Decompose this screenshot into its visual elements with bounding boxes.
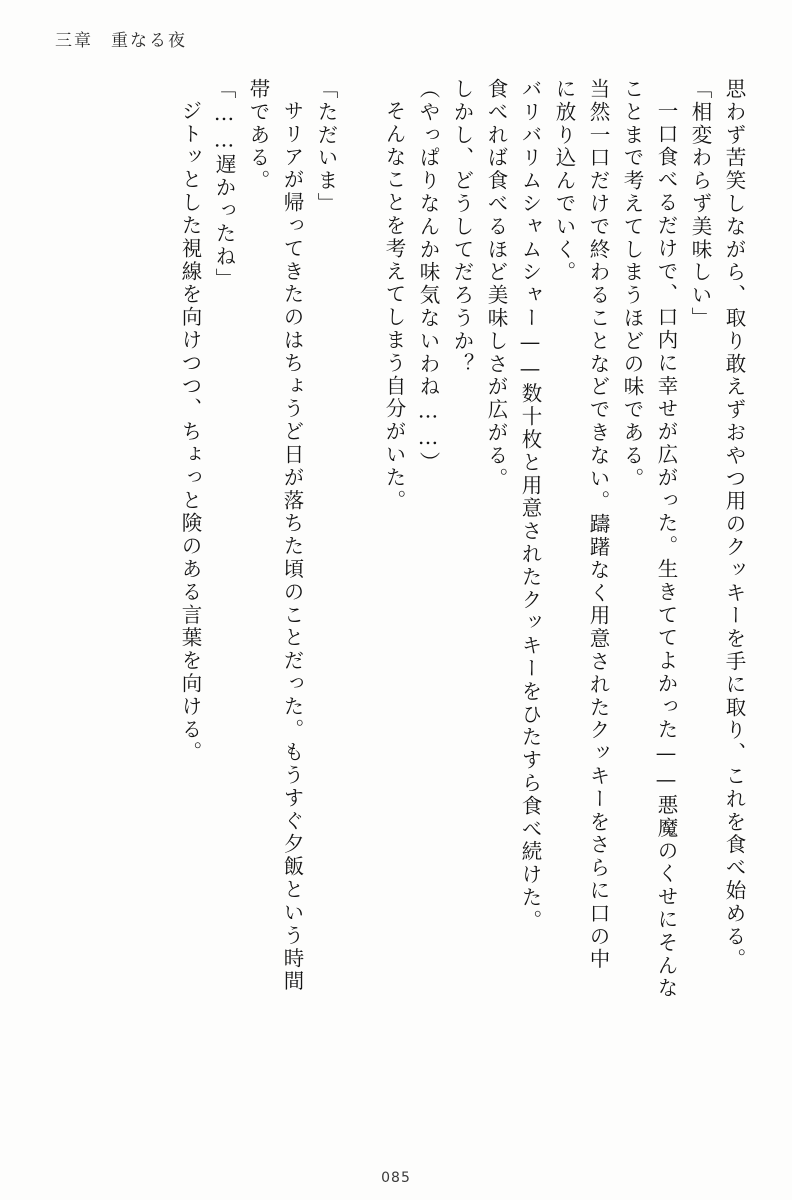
- text-line: に放り込んでいく。: [552, 78, 576, 285]
- chapter-title: 重なる夜: [111, 31, 187, 51]
- text-line: 思わず苦笑しながら、取り敢えずおやつ用のクッキーを手に取り、これを食べ始める。: [722, 78, 746, 972]
- text-line: サリアが帰ってきたのはちょうど日が落ちた頃のことだった。もうすぐ夕飯という時間: [280, 100, 304, 994]
- text-line: 当然一口だけで終わることなどできない。躊躇なく用意されたクッキーをさらに口の中: [586, 78, 610, 972]
- text-line: 「相変わらず美味しい」: [688, 78, 712, 330]
- text-line: しかし、どうしてだろうか？: [450, 78, 474, 376]
- page-body: [48, 78, 744, 1142]
- text-line: 帯である。: [246, 78, 270, 193]
- text-line: バリバリムシャムシャー——数十枚と用意されたクッキーをひたすら食べ続けた。: [518, 78, 542, 933]
- text-line: [336, 78, 370, 1142]
- text-line: そんなことを考えてしまう自分がいた。: [382, 100, 406, 513]
- text-line: （やっぱりなんか味気ないわね……）: [416, 78, 440, 475]
- page-number: 085: [381, 1170, 411, 1186]
- text-line: 食べれば食べるほど美味しさが広がる。: [484, 78, 508, 491]
- chapter-number: 三章: [55, 31, 93, 51]
- text-line: 「……遅かったね」: [212, 78, 236, 292]
- text-line: 一口食べるだけで、口内に幸せが広がった。生きててよかった——悪魔のくせにそんな: [654, 100, 678, 1001]
- page-header: [55, 26, 187, 51]
- text-line: 「ただいま」: [314, 78, 338, 216]
- text-line: ジトッとした視線を向けつつ、ちょっと険のある言葉を向ける。: [178, 100, 202, 765]
- text-line: ことまで考えてしまうほどの味である。: [620, 78, 644, 491]
